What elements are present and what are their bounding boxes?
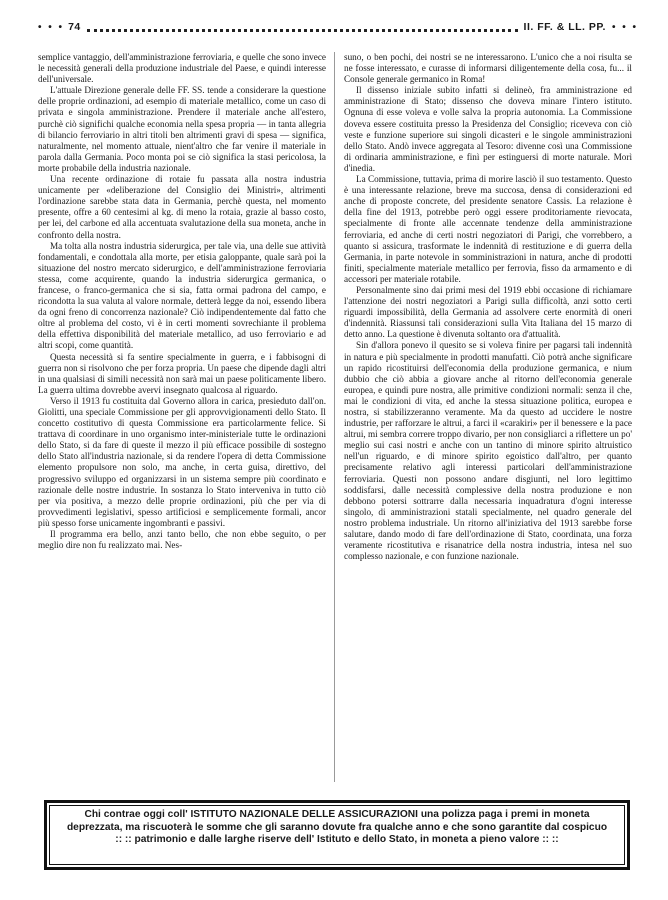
paragraph: Questa necessità si fa sentire specialmente in guerra, e i fabbisogni di guerra non si risolvono che per forza propria. Un paese che dipende dagli altri in una qualsiasi di simili necessità non sarà mai un paese politicamente libero. La guerra ultima dovrebbe avervi insegnato qualcosa al riguardo. [38,351,326,395]
paragraph: La Commissione, tuttavia, prima di morire lasciò il suo testamento. Questo è una interessante relazione, breve ma succosa, densa di considerazioni ed anche di proposte concrete, del presidente senatore Cassis. La relazione è della fine del 1913, potrebbe però oggi essere proditoriamente rievocata, specialmente di fronte alle accennate tendenze della amministrazione ferroviaria, ed anche di certi nostri negoziatori di Parigi, che vorrebbero, a quanto si assicura, trasformate le indennità di restituzione e di guerra della Germania, in parte notevole in somministrazioni in natura, anche di prodotti finiti, specialmente materiale metallico per ferrovia, fisso da armamento e di accessori per materiale rotabile. [344,174,632,284]
ad-line-1: Chi contrae oggi coll' ISTITUTO NAZIONALE DELLE ASSICURAZIONI una polizza paga i premi in moneta [84,809,590,820]
paragraph: Il programma era bello, anzi tanto bello, che non ebbe seguito, o per meglio dire non fu realizzato mai. Nes- [38,529,326,551]
paragraph: Sin d'allora ponevo il quesito se si voleva finire per pagarsi tali indennità in natura e più specialmente in prodotti manufatti. Ciò potrà anche significare un rapido ricostituirsi dell'economia della produzione germanica, e nium dubbio che ciò abbia a giovare anche al ritorno dell'economia generale europea, e quindi pure nostra, alle primitive condizioni normali: senza il che, mai le condizioni di vita, ed anche la stessa situazione politica, europea e nostra, si stabilizzeranno veramente. Ma da questo ad uccidere le nostre industrie, per rafforzare le altrui, a farci il «carakiri» per il benessere e la pace altrui, mi sembra correre troppo divario, per non consigliarci a riflettere un po' meglio sui casi nostri e anche con un tantino di minore spirito altruistico nell'un riguardo, e di minore spirito egoistico dall'altro, per quanto precisamente relativo agli interessi particolari dell'amministrazione ferroviaria. Questi non possono andare disgiunti, nel loro legittimo soddisfarsi, dalle necessità complessive della nostra produzione e non debbono potersi sottrarre dalla necessaria inquadratura d'ogni interesse singolo, di amministrazioni statali specialmente, nel quadro generale del nostro problema industriale. Un ritorno all'iniziativa del 1913 sarebbe forse salutare, dando modo di fare dell'ordinazione di Stato, coordinata, una forza veramente ricostitutiva e risanatrice della nostra industria, intesa nel suo complesso nazionale, e con funzione nazionale. [344,340,632,562]
ad-line-3: :: :: patrimonio e dalle larghe riserve dell' Istituto e dello Stato, in moneta a pieno valore :: :: [115,834,559,845]
paragraph: Il dissenso iniziale subito infatti si delineò, fra amministrazione ed amministrazione di Stato; dissenso che doveva minare l'intero istituto. Ognuna di esse voleva e volle salva la propria autonomia. La Commissione doveva essere costituita presso la Presidenza del Consiglio; riceveva con ciò veste e funzione superiore sui singoli dicasteri e le singole amministrazioni dello Stato. Andò invece aggregata al Tesoro: divenne così una Commissione di ordinaria amministrazione, e finì per estinguersi di morte naturale. Morì d'inedia. [344,85,632,173]
paragraph: Personalmente sino dai primi mesi del 1919 ebbi occasione di richiamare l'attenzione dei nostri negoziatori a Parigi sulla difficoltà, anzi sotto certi riguardi impossibilità, della Germania ad assolvere certe enormità di oneri d'indennità. Riassunsi tali considerazioni sulla Vita Italiana del 15 marzo di detto anno. La questione è divenuta soltanto ora d'attualità. [344,284,632,340]
right-column [344,52,632,562]
paragraph: Verso il 1913 fu costituita dal Governo allora in carica, presieduto dall'on. Giolitti, una speciale Commissione per gli approvvigionamenti dello Stato. Il concetto costitutivo di questa Commissione era particolarmente felice. Si trattava di coordinare in uno organismo inter-ministeriale tutte le ordinazioni dello Stato, si da fare di queste il mezzo il più efficace possibile di sostegno dello Stato all'industria nazionale, si da rendere l'opera di detta Commissione elemento propulsore non solo, ma anche, in certa guisa, direttivo, del progressivo sviluppo ed organizzarsi in un sistema sempre più coordinato e razionale delle nostre industrie. In sostanza lo Stato interveniva in tutto ciò per via positiva, a mezzo delle proprie ordinazioni, più che per via di provvedimenti legislativi, spesso artificiosi e semplicemente formali, ancor più spesso forse unicamente ingombranti e passivi. [38,395,326,528]
ad-line-2: deprezzata, ma riscuoterà le somme che gli saranno dovute fra qualche anno e che sono garantite dal cospicuo [66,821,608,833]
paragraph: Ma tolta alla nostra industria siderurgica, per tale via, una delle sue attività fondamentali, e condottala alla morte, per etisia galoppante, quale sarà poi la situazione del nostro mercato siderurgico, e dell'amministrazione ferroviaria stessa, come acquirente, quando la industria siderurgica germanica, o francese, o franco-germanica che si sia, fatta ormai padrona del campo, e ricondotta la sua valuta al valore normale, detterà legge da noi, essendo libera da ogni freno di concorrenza nazionale? Ciò indipendentemente dal fatto che oltre al problema del costo, vi è in certi momenti sovrechiante il problema della effettiva disponibilità del materiale metallico, ad uso ferroviario e ad altri scopi, come quantità. [38,240,326,351]
paragraph: Una recente ordinazione di rotaie fu passata alla nostra industria unicamente per «deliberazione del Consiglio dei Ministri», altrimenti l'ordinazione sarebbe stata data in Germania, perchè questa, nel momento presente, offre a 60 centesimi al kg. di meno la rotaia, grazie al basso costo, per lei, del carbone ed alla accentuata svalutazione della sua moneta, anche in confronto della nostra. [38,174,326,240]
journal-title: II. FF. & LL. PP. [523,21,606,33]
header-dotted-rule [87,23,518,32]
paragraph: suno, o ben pochi, dei nostri se ne interessarono. L'unico che a noi risulta se ne fosse interessato, e curasse di informarsi diligentemente della cosa, fu... il Console generale germanico in Roma! [344,52,632,85]
column-divider [334,52,335,782]
page-header [38,18,638,36]
header-dots-left: • • • [38,21,65,33]
insurance-advertisement-box [44,800,630,870]
page-number: 74 [68,21,81,33]
left-column [38,52,326,551]
paragraph: L'attuale Direzione generale delle FF. SS. tende a considerare la questione delle proprie ordinazioni, ad esempio di materiale metallico, come un caso di privata e singola amministrazione. Prendere il materiale anche all'estero, purchè ciò significhi qualche economia nella spesa propria — in tanta allegria di bilancio ferroviario in altri titoli ben altrimenti gravi di spesa — significa, naturalmente, nel momento attuale, nient'altro che far venire il materiale in parola dalla Germania. Poco monta poi se ciò significa la stasi pericolosa, la morte probabile della industria nazionale. [38,85,326,173]
header-dots-right: • • • [611,21,638,33]
paragraph: semplice vantaggio, dell'amministrazione ferroviaria, e quelle che sono invece le necessità generali della produzione industriale del Paese, e quindi interesse dell'universale. [38,52,326,85]
article-body [38,42,632,788]
